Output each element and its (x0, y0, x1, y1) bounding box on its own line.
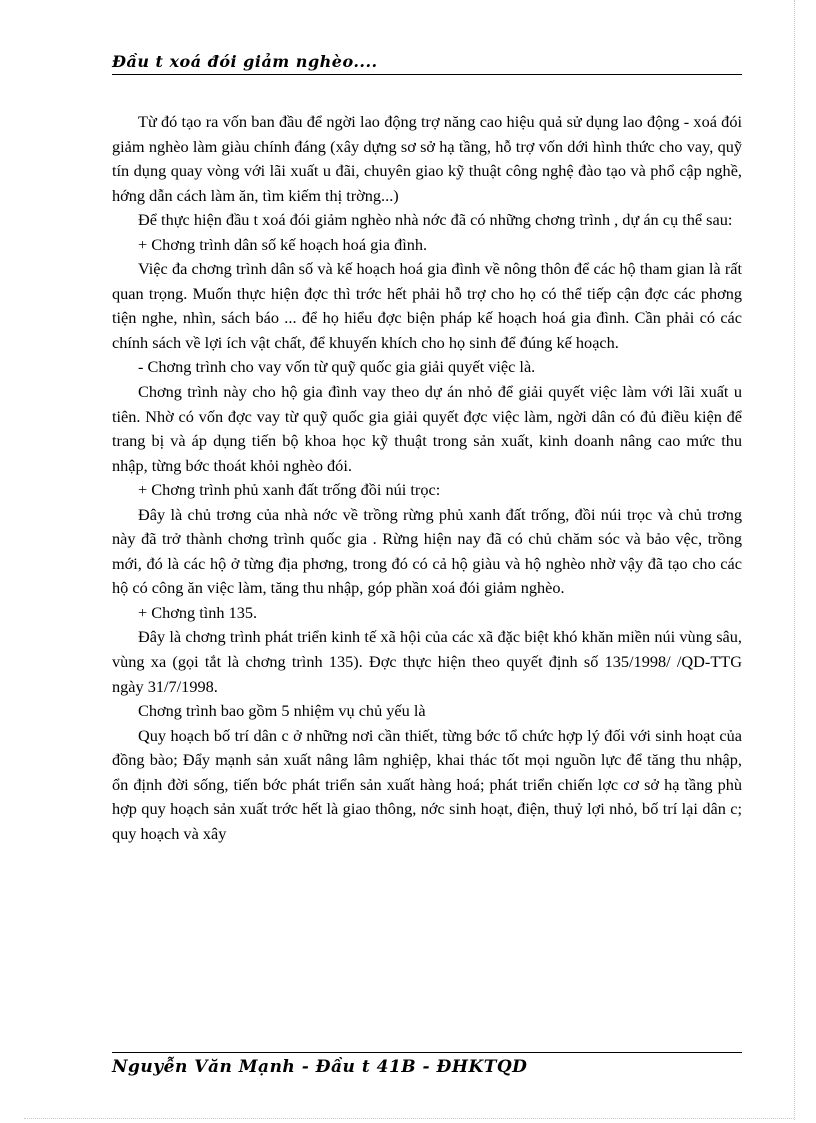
heading-reforestation-program: + Chơng trình phủ xanh đất trống đồi núi trọc: (138, 480, 441, 500)
footer-rule (112, 1052, 742, 1053)
heading-loan-program: - Chơng trình cho vay vốn từ quỹ quốc gia giải quyết việc là. (138, 357, 536, 377)
header-rule (112, 74, 742, 75)
paragraph-programs-intro: Để thực hiện đầu t xoá đói giảm nghèo nhà nớc đã có những chơng trình , dự án cụ thể sau: (138, 210, 733, 230)
heading-population-program: + Chơng trình dân số kế hoạch hoá gia đình. (138, 234, 428, 254)
paragraph-loan-program: Chơng trình này cho hộ gia đình vay theo dự án nhỏ để giải quyết việc làm với lãi xuất u tiên. Nhờ có vốn đợc vay từ quỹ quốc gia giải quyết đợc việc làm, ngời dân có đủ điều kiện để trang bị và áp dụng tiến bộ khoa học kỹ thuật trong sản xuất, kinh doanh nâng cao mức thu nhập, từng bớc thoát khỏi nghèo đói. (112, 382, 742, 475)
paragraph-intro: Từ đó tạo ra vốn ban đầu để ngời lao động trợ năng cao hiệu quả sử dụng lao động - xoá đói giảm nghèo làm giàu chính đáng (xây dựng sơ sở hạ tầng, hỗ trợ vốn dới hình thức cho vay, quỹ tín dụng quay vòng với lãi xuất u đãi, chuyên giao kỹ thuật công nghệ đào tạo và phổ cập nghề, hớng dẫn cách làm ăn, tìm kiếm thị trờng...) (112, 112, 742, 205)
page-edge-right (794, 0, 795, 1120)
paragraph-five-tasks: Chơng trình bao gồm 5 nhiệm vụ chủ yếu là (138, 701, 426, 721)
running-footer: Nguyễn Văn Mạnh - Đầu t 41B - ĐHKTQD (112, 1057, 528, 1077)
running-header: Đầu t xoá đói giảm nghèo.... (112, 52, 378, 71)
page-edge-bottom (24, 1118, 794, 1119)
heading-program-135: + Chơng tình 135. (138, 602, 258, 622)
paragraph-planning: Quy hoạch bố trí dân c ở những nơi cần thiết, từng bớc tổ chức hợp lý đối với sinh hoạt của đồng bào; Đẩy mạnh sản xuất nâng lâm nghiệp, khai thác tốt mọi nguồn lực để tăng thu nhập, ổn định đời sống, tiến bớc phát triển sản xuất hàng hoá; phát triển chiến lợc cơ sở hạ tầng phù hợp quy hoạch sản xuất trớc hết là giao thông, nớc sinh hoạt, điện, thuỷ lợi nhỏ, bố trí lại dân c; quy hoạch và xây (112, 725, 742, 843)
page-body (112, 110, 742, 846)
paragraph-program-135: Đây là chơng trình phát triển kinh tế xã hội của các xã đặc biệt khó khăn miền núi vùng sâu, vùng xa (gọi tắt là chơng trình 135). Đợc thực hiện theo quyết định số 135/1998/ /QD-TTG ngày 31/7/1998. (112, 627, 742, 696)
paragraph-population-program: Việc đa chơng trình dân số và kế hoạch hoá gia đình về nông thôn để các hộ tham gian là rất quan trọng. Muốn thực hiện đợc thì trớc hết phải hỗ trợ cho họ có thể tiếp cận đợc các phơng tiện nghe, nhìn, sách báo ... để họ hiểu đợc biện pháp kế hoạch hoá gia đình. Cần phải có các chính sách về lợi ích vật chất, để khuyến khích cho họ sinh để đúng kế hoạch. (112, 259, 742, 352)
paragraph-reforestation-program: Đây là chủ trơng của nhà nớc về trồng rừng phủ xanh đất trống, đồi núi trọc và chủ trơng này đã trở thành chơng trình quốc gia . Rừng hiện nay đã có chủ chăm sóc và bảo vệc, trồng mới, đó là các hộ ở từng địa phơng, trong đó có cả hộ giàu và hộ nghèo nhờ vậy đã tạo cho các hộ có công ăn việc làm, tăng thu nhập, góp phần xoá đói giảm nghèo. (112, 504, 742, 598)
